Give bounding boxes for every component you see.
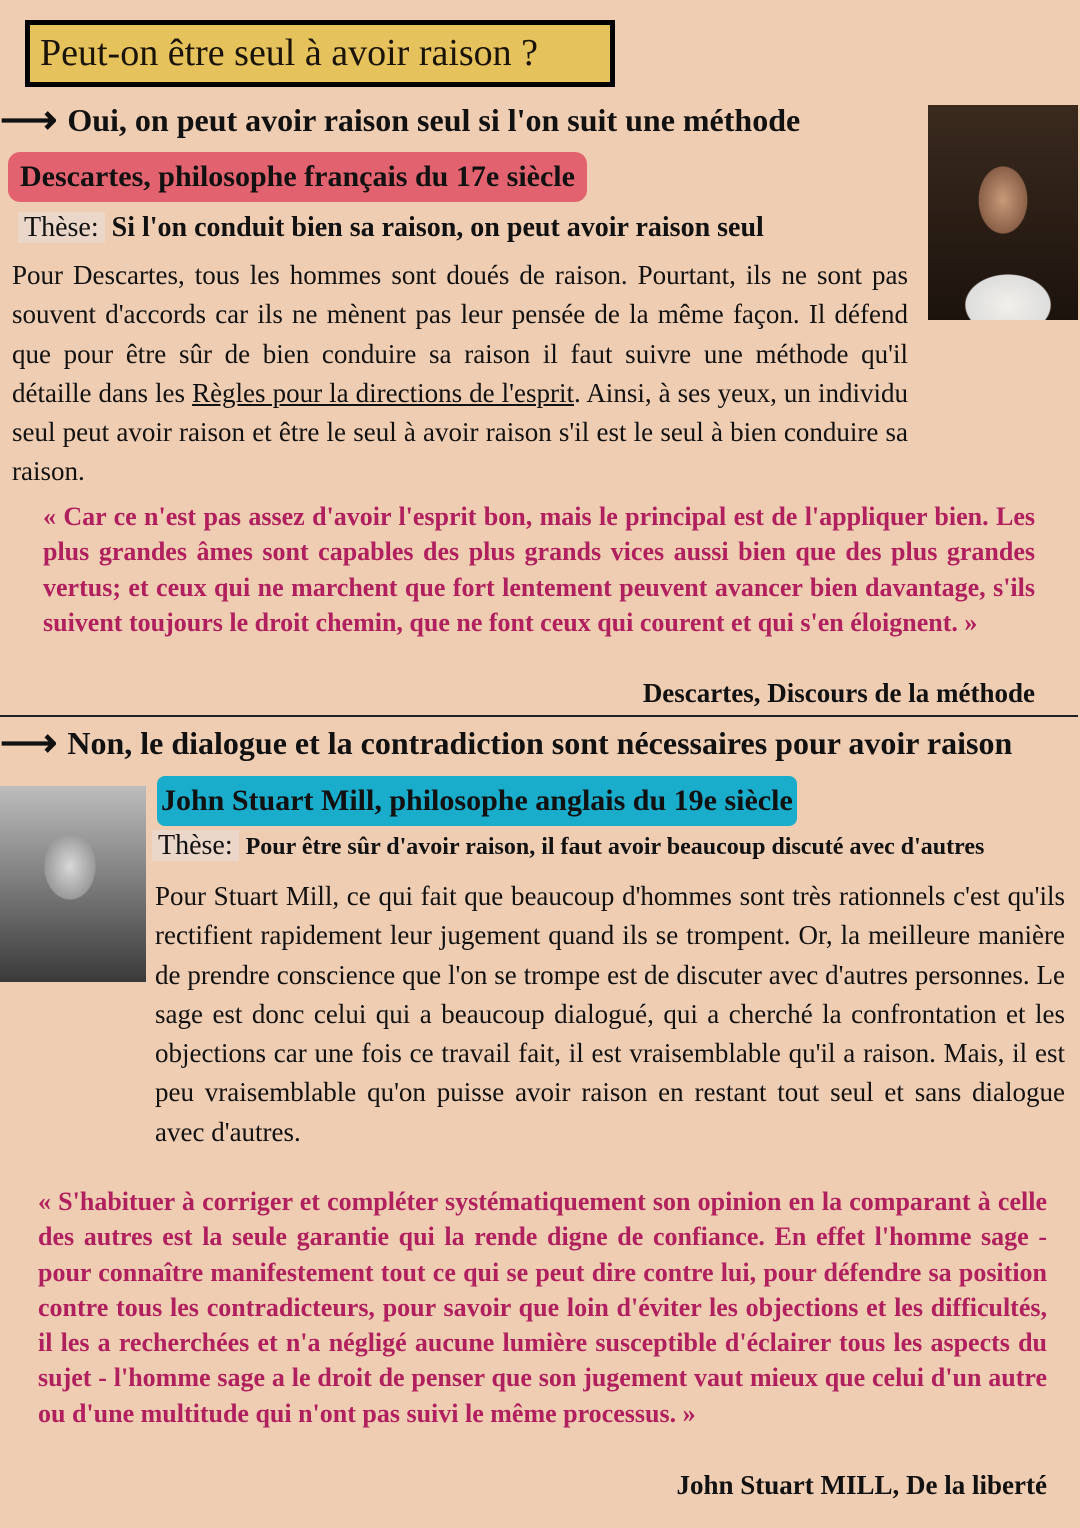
page-title: Peut-on être seul à avoir raison ? [25, 20, 615, 87]
descartes-portrait [928, 105, 1078, 320]
descartes-tag: Descartes, philosophe français du 17e siècle [8, 152, 587, 202]
mill-paragraph: Pour Stuart Mill, ce qui fait que beaucoup d'hommes sont très rationnels c'est qu'ils rectifient rapidement leur jugement quand ils se trompent. Or, la meilleure manière de prendre conscience que l'on se trompe est de discuter avec d'autres personnes. Le sage est donc celui qui a beaucoup dialogué, qui a cherché la confrontation et les objections car une fois ce travail fait, il est vraisemblable qu'il a raison. Mais, il est peu vraisemblable qu'on puisse avoir raison en restant tout seul et sans dialogue avec d'autres. [155, 881, 1065, 1147]
mill-source: John Stuart MILL, De la liberté [676, 1470, 1047, 1500]
work-title: Règles pour la directions de l'esprit [192, 377, 575, 408]
arrow-right-icon: ⟶ [0, 97, 58, 142]
thesis-label: Thèse: [18, 212, 105, 243]
section2-heading [0, 720, 1013, 765]
thesis-label: Thèse: [152, 830, 239, 861]
mill-thesis [152, 830, 984, 862]
descartes-source: Descartes, Discours de la méthode [642, 678, 1035, 708]
section1-heading-text: Oui, on peut avoir raison seul si l'on suit une méthode [67, 101, 801, 138]
section2-heading-text: Non, le dialogue et la contradiction sont nécessaires pour avoir raison [67, 724, 1013, 761]
arrow-right-icon: ⟶ [0, 720, 58, 765]
descartes-quote: « Car ce n'est pas assez d'avoir l'esprit bon, mais le principal est de l'appliquer bien. Les plus grandes âmes sont capables des plus grands vices aussi bien que des plus grandes vertus; et ceux qui ne marchent que fort lentement peuvent avancer bien davantage, s'ils suivent toujours le droit chemin, que ne font ceux qui courent et qui s'en éloignent. » [43, 502, 1035, 637]
thesis-text: Si l'on conduit bien sa raison, on peut avoir raison seul [111, 212, 764, 243]
section-divider [0, 715, 1078, 717]
thesis-text: Pour être sûr d'avoir raison, il faut avoir beaucoup discuté avec d'autres [245, 834, 985, 860]
mill-portrait [0, 786, 146, 982]
descartes-paragraph [12, 256, 908, 492]
mill-tag: John Stuart Mill, philosophe anglais du 19e siècle [157, 776, 797, 826]
paragraph-text: Pour Descartes, tous les hommes sont doués de raison. Pourtant, ils ne sont pas souvent d'accords car ils ne mènent pas leur pensée de la même façon. Il défend que pour être sûr de bien conduire sa raison il faut suivre une méthode qu'il détaille dans les [12, 260, 908, 408]
paragraph-text: . Ainsi, à ses yeux, un individu seul peut avoir raison et être le seul à avoir raison s'il est le seul à bien conduire sa raison. [12, 377, 908, 487]
descartes-thesis [18, 212, 764, 244]
mill-quote: « S'habituer à corriger et compléter systématiquement son opinion en la comparant à celle des autres est la seule garantie qui la rende digne de confiance. En effet l'homme sage - pour connaître manifestement tout ce qui se peut dire contre lui, pour défendre sa position contre tous les contradicteurs, pour savoir que loin d'éviter les objections et les difficultés, il les a recherchées et n'a négligé aucune lumière susceptible d'éclairer tous les aspects du sujet - l'homme sage a le droit de penser que son jugement vaut mieux que celui d'un autre ou d'une multitude qui n'ont pas suivi le même processus. » [38, 1187, 1047, 1428]
section1-heading [0, 97, 801, 142]
